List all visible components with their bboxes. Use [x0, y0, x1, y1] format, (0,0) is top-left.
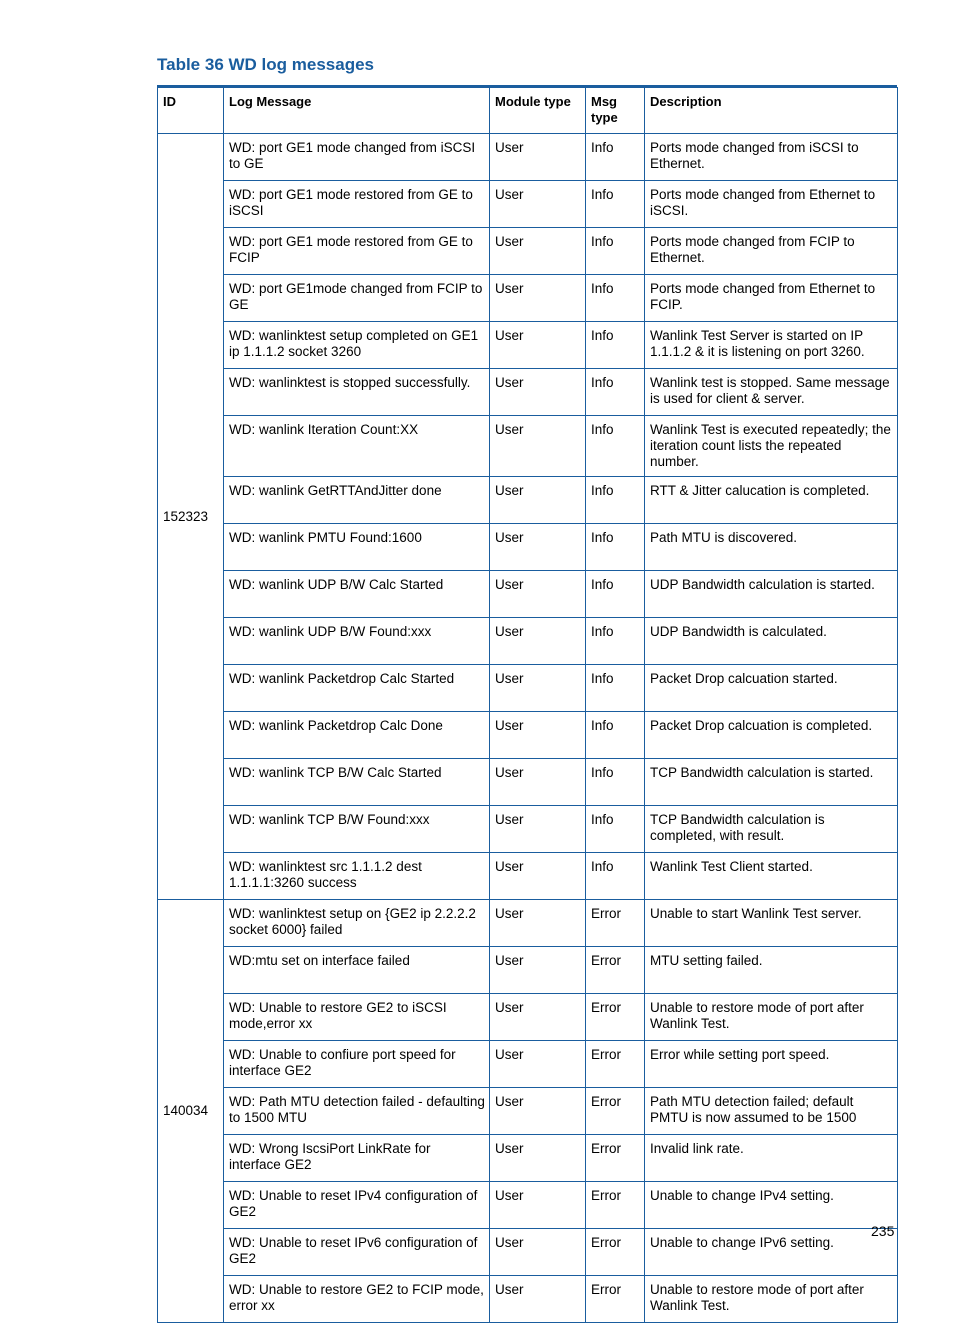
row-group-id: 140034 [158, 900, 224, 1323]
page-number: 235 [871, 1223, 895, 1239]
description-cell: Wanlink Test Client started. [645, 853, 898, 900]
module-type-cell: User [490, 759, 586, 806]
description-cell: Invalid link rate. [645, 1135, 898, 1182]
module-type-cell: User [490, 618, 586, 665]
table-row [158, 369, 898, 416]
table-row [158, 228, 898, 275]
table-row [158, 853, 898, 900]
table-row [158, 1182, 898, 1229]
msg-type-cell: Info [586, 665, 645, 712]
msg-type-cell: Info [586, 134, 645, 181]
description-cell: Wanlink Test is executed repeatedly; the iteration count lists the repeated number. [645, 416, 898, 477]
table-row [158, 181, 898, 228]
log-message-cell: WD: wanlink Packetdrop Calc Done [224, 712, 490, 759]
row-group-id: 152323 [158, 134, 224, 900]
description-cell: Unable to restore mode of port after Wanlink Test. [645, 994, 898, 1041]
module-type-cell: User [490, 712, 586, 759]
log-message-cell: WD: wanlinktest is stopped successfully. [224, 369, 490, 416]
module-type-cell: User [490, 994, 586, 1041]
log-message-cell: WD: Unable to reset IPv4 configuration of GE2 [224, 1182, 490, 1229]
msg-type-cell: Error [586, 1088, 645, 1135]
msg-type-cell: Info [586, 712, 645, 759]
header-log-message: Log Message [224, 88, 490, 134]
header-description: Description [645, 88, 898, 134]
msg-type-cell: Info [586, 759, 645, 806]
module-type-cell: User [490, 806, 586, 853]
log-message-cell: WD: wanlink UDP B/W Found:xxx [224, 618, 490, 665]
table-row [158, 1088, 898, 1135]
log-message-cell: WD: Unable to confiure port speed for interface GE2 [224, 1041, 490, 1088]
module-type-cell: User [490, 1276, 586, 1323]
msg-type-cell: Info [586, 275, 645, 322]
module-type-cell: User [490, 477, 586, 524]
table-row [158, 1229, 898, 1276]
msg-type-cell: Info [586, 571, 645, 618]
description-cell: Ports mode changed from FCIP to Ethernet. [645, 228, 898, 275]
log-message-cell: WD: wanlink TCP B/W Calc Started [224, 759, 490, 806]
log-messages-table [157, 87, 898, 1323]
log-message-cell: WD: wanlink Iteration Count:XX [224, 416, 490, 477]
msg-type-cell: Error [586, 1276, 645, 1323]
description-cell: RTT & Jitter calucation is completed. [645, 477, 898, 524]
module-type-cell: User [490, 1088, 586, 1135]
log-message-cell: WD: wanlink GetRTTAndJitter done [224, 477, 490, 524]
header-id: ID [158, 88, 224, 134]
module-type-cell: User [490, 571, 586, 618]
log-message-cell: WD: wanlinktest src 1.1.1.2 dest 1.1.1.1:3260 success [224, 853, 490, 900]
table-row [158, 900, 898, 947]
description-cell: Packet Drop calcuation is completed. [645, 712, 898, 759]
msg-type-cell: Info [586, 181, 645, 228]
msg-type-cell: Info [586, 477, 645, 524]
module-type-cell: User [490, 228, 586, 275]
description-cell: Unable to change IPv6 setting. [645, 1229, 898, 1276]
description-cell: MTU setting failed. [645, 947, 898, 994]
log-message-cell: WD: port GE1mode changed from FCIP to GE [224, 275, 490, 322]
module-type-cell: User [490, 900, 586, 947]
table-row [158, 275, 898, 322]
module-type-cell: User [490, 665, 586, 712]
module-type-cell: User [490, 524, 586, 571]
table-row [158, 994, 898, 1041]
description-cell: UDP Bandwidth calculation is started. [645, 571, 898, 618]
table-row [158, 1276, 898, 1323]
msg-type-cell: Info [586, 322, 645, 369]
description-cell: TCP Bandwidth calculation is completed, with result. [645, 806, 898, 853]
table-row [158, 1135, 898, 1182]
header-module-type: Module type [490, 88, 586, 134]
msg-type-cell: Error [586, 947, 645, 994]
msg-type-cell: Info [586, 369, 645, 416]
msg-type-cell: Info [586, 416, 645, 477]
module-type-cell: User [490, 1041, 586, 1088]
table-row [158, 477, 898, 524]
module-type-cell: User [490, 1135, 586, 1182]
description-cell: TCP Bandwidth calculation is started. [645, 759, 898, 806]
description-cell: Unable to start Wanlink Test server. [645, 900, 898, 947]
log-message-cell: WD: wanlink TCP B/W Found:xxx [224, 806, 490, 853]
description-cell: Ports mode changed from Ethernet to iSCSI. [645, 181, 898, 228]
msg-type-cell: Error [586, 994, 645, 1041]
log-message-cell: WD: wanlinktest setup on {GE2 ip 2.2.2.2 socket 6000} failed [224, 900, 490, 947]
module-type-cell: User [490, 322, 586, 369]
log-message-cell: WD: port GE1 mode restored from GE to FCIP [224, 228, 490, 275]
msg-type-cell: Info [586, 524, 645, 571]
msg-type-cell: Error [586, 1041, 645, 1088]
module-type-cell: User [490, 275, 586, 322]
log-message-cell: WD: Unable to restore GE2 to FCIP mode, error xx [224, 1276, 490, 1323]
module-type-cell: User [490, 416, 586, 477]
module-type-cell: User [490, 369, 586, 416]
msg-type-cell: Info [586, 228, 645, 275]
description-cell: Wanlink test is stopped. Same message is used for client & server. [645, 369, 898, 416]
table-row [158, 806, 898, 853]
log-message-cell: WD: Path MTU detection failed - defaulting to 1500 MTU [224, 1088, 490, 1135]
description-cell: Wanlink Test Server is started on IP 1.1.1.2 & it is listening on port 3260. [645, 322, 898, 369]
module-type-cell: User [490, 1182, 586, 1229]
msg-type-cell: Info [586, 806, 645, 853]
log-message-cell: WD: wanlink PMTU Found:1600 [224, 524, 490, 571]
log-message-cell: WD: Wrong IscsiPort LinkRate for interface GE2 [224, 1135, 490, 1182]
msg-type-cell: Error [586, 1182, 645, 1229]
table-row [158, 665, 898, 712]
table-body [158, 134, 898, 1323]
log-message-cell: WD: Unable to restore GE2 to iSCSI mode,error xx [224, 994, 490, 1041]
table-row [158, 571, 898, 618]
log-message-cell: WD: Unable to reset IPv6 configuration of GE2 [224, 1229, 490, 1276]
description-cell: Path MTU detection failed; default PMTU is now assumed to be 1500 [645, 1088, 898, 1135]
header-row [158, 88, 898, 134]
msg-type-cell: Error [586, 900, 645, 947]
module-type-cell: User [490, 181, 586, 228]
description-cell: Packet Drop calcuation started. [645, 665, 898, 712]
log-message-cell: WD: wanlink UDP B/W Calc Started [224, 571, 490, 618]
module-type-cell: User [490, 1229, 586, 1276]
table-row [158, 947, 898, 994]
msg-type-cell: Error [586, 1229, 645, 1276]
msg-type-cell: Info [586, 853, 645, 900]
description-cell: Path MTU is discovered. [645, 524, 898, 571]
description-cell: Error while setting port speed. [645, 1041, 898, 1088]
table-row [158, 322, 898, 369]
description-cell: Ports mode changed from Ethernet to FCIP. [645, 275, 898, 322]
log-message-cell: WD: wanlinktest setup completed on GE1 ip 1.1.1.2 socket 3260 [224, 322, 490, 369]
msg-type-cell: Info [586, 618, 645, 665]
table-row [158, 416, 898, 477]
table-row [158, 134, 898, 181]
log-message-cell: WD:mtu set on interface failed [224, 947, 490, 994]
module-type-cell: User [490, 853, 586, 900]
msg-type-cell: Error [586, 1135, 645, 1182]
log-message-cell: WD: port GE1 mode restored from GE to iSCSI [224, 181, 490, 228]
description-cell: Unable to restore mode of port after Wanlink Test. [645, 1276, 898, 1323]
table-row [158, 1041, 898, 1088]
module-type-cell: User [490, 134, 586, 181]
header-msg-type: Msg type [586, 88, 645, 134]
description-cell: UDP Bandwidth is calculated. [645, 618, 898, 665]
description-cell: Ports mode changed from iSCSI to Ethernet. [645, 134, 898, 181]
table-row [158, 524, 898, 571]
module-type-cell: User [490, 947, 586, 994]
description-cell: Unable to change IPv4 setting. [645, 1182, 898, 1229]
log-message-cell: WD: port GE1 mode changed from iSCSI to GE [224, 134, 490, 181]
log-message-cell: WD: wanlink Packetdrop Calc Started [224, 665, 490, 712]
table-row [158, 618, 898, 665]
table-row [158, 759, 898, 806]
table-row [158, 712, 898, 759]
table-title: Table 36 WD log messages [157, 55, 374, 74]
